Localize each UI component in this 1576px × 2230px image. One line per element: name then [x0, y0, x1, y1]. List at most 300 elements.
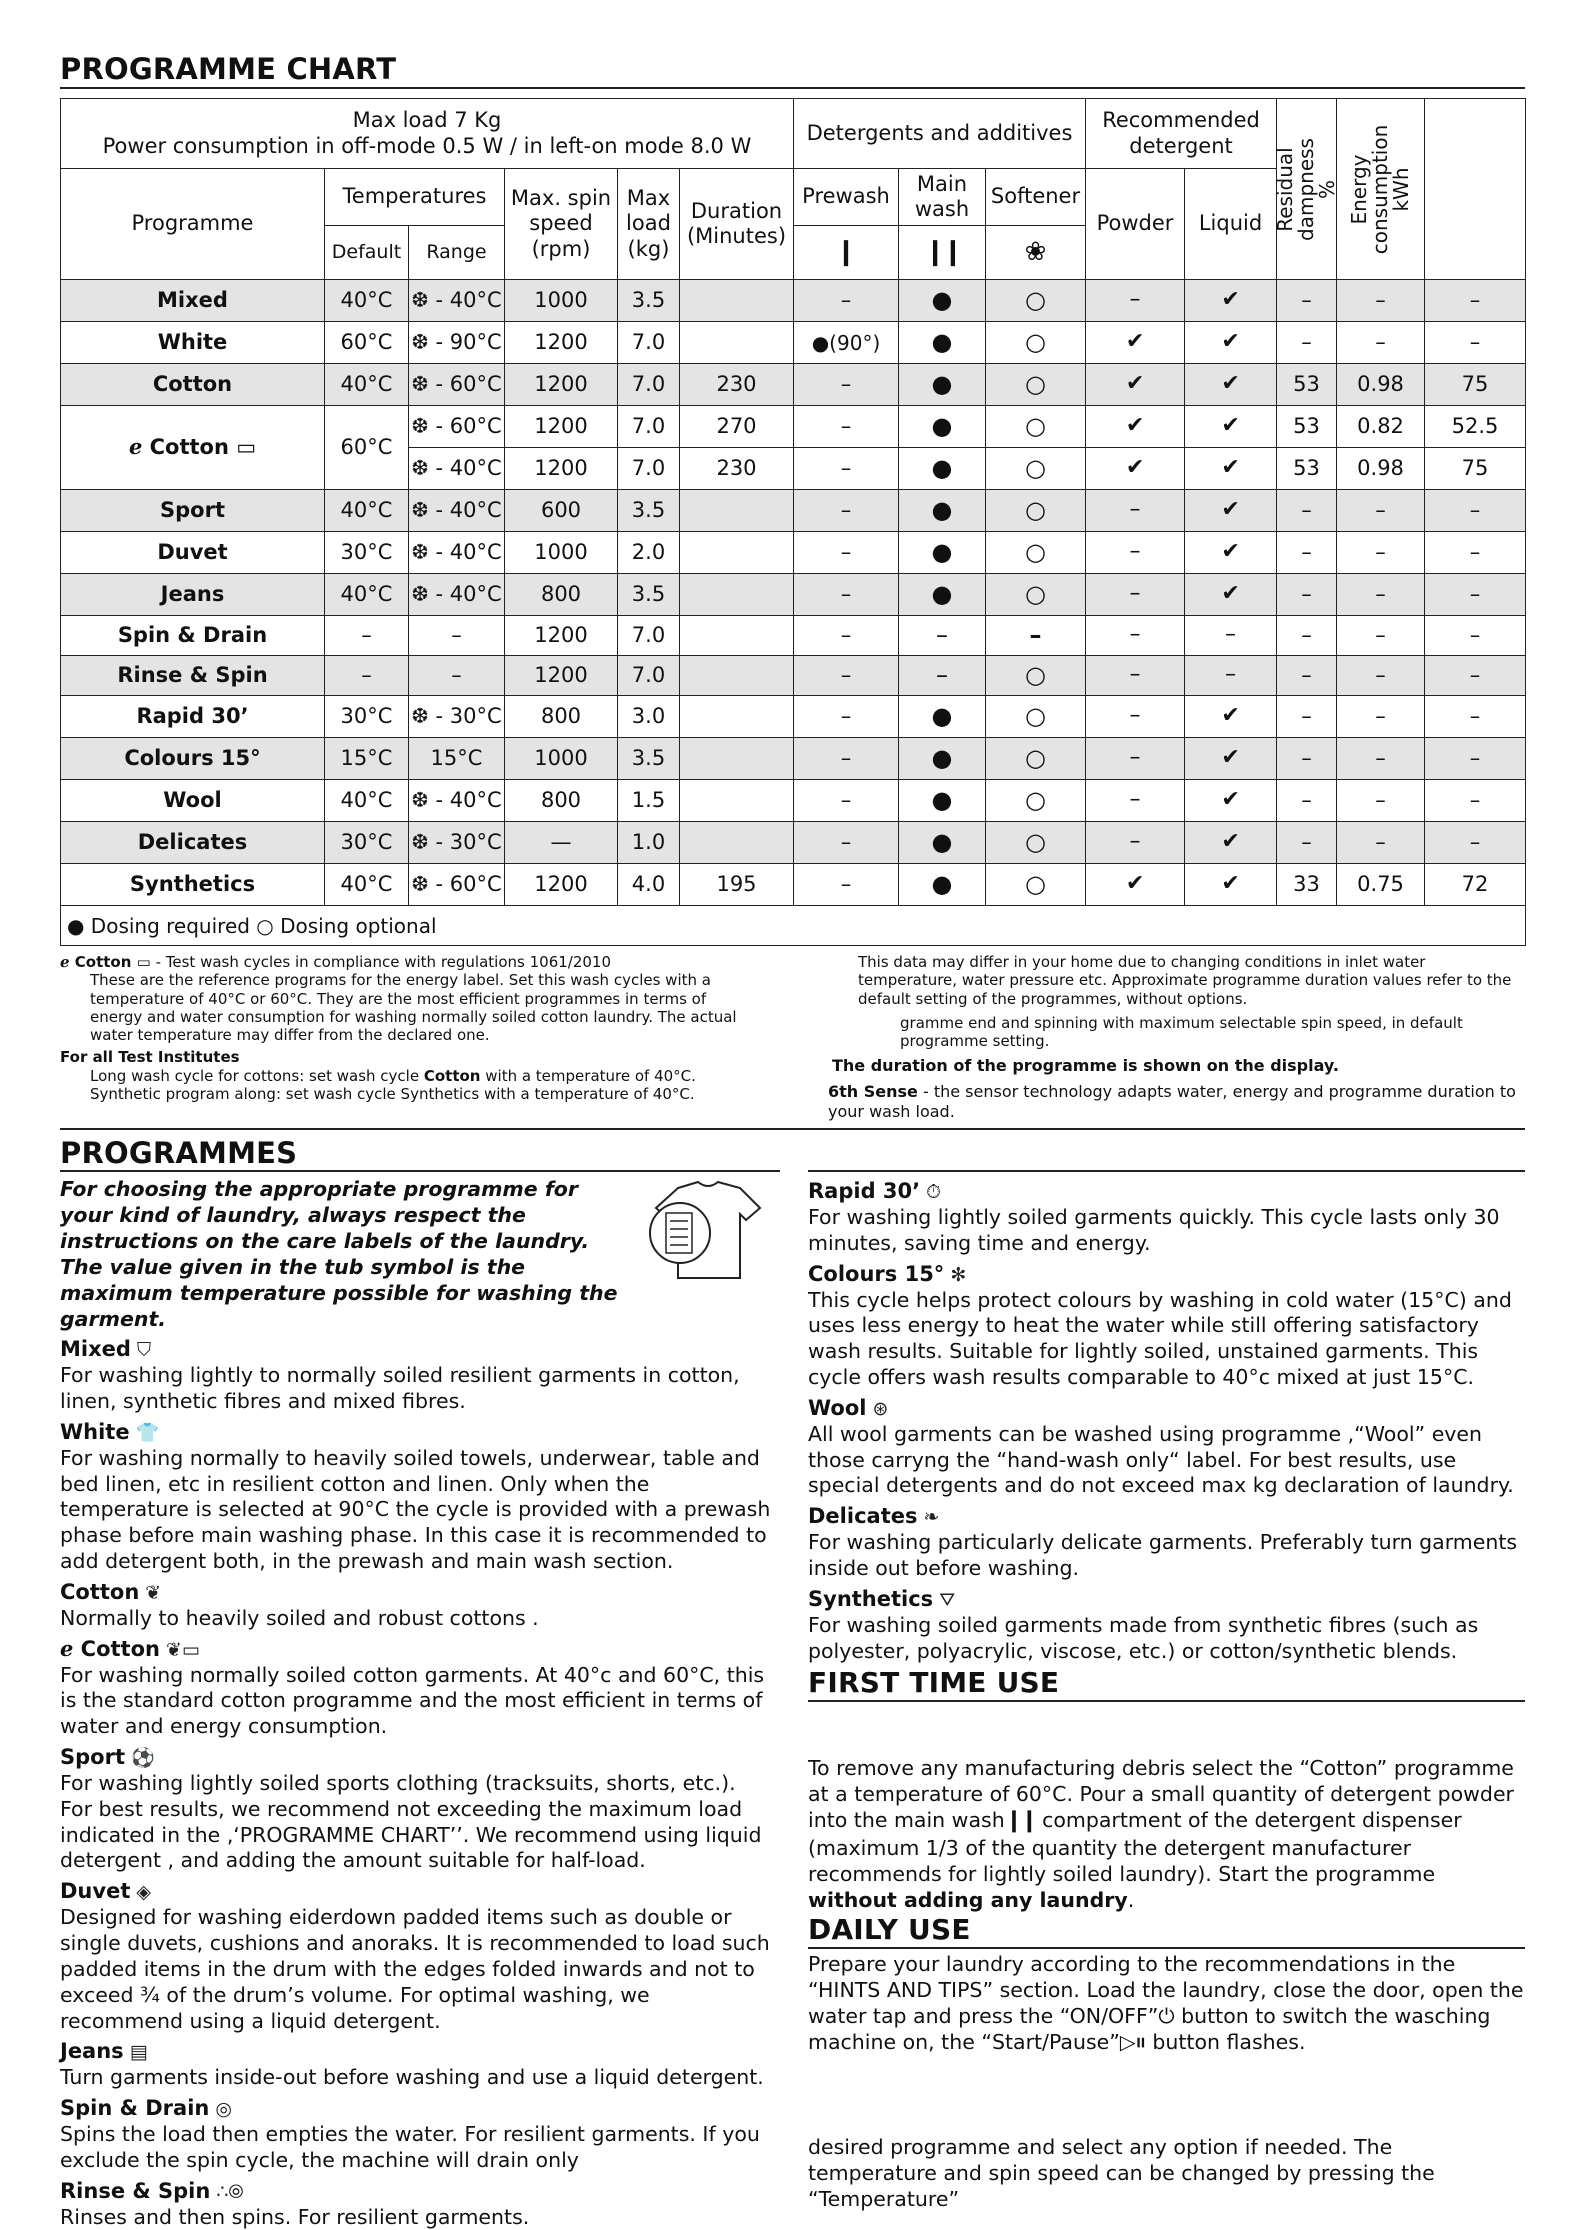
main-cell: ●	[899, 364, 986, 406]
main-wash-header: Main wash	[899, 169, 986, 226]
main-cell: ●	[899, 696, 986, 738]
programme-care-icon: ▤	[129, 2041, 148, 2064]
softener-cell: ○	[986, 780, 1086, 822]
programme-description: Normally to heavily soiled and robust cottons .	[60, 1605, 539, 1630]
liquid-cell: ✔	[1185, 406, 1277, 448]
range-cell: 15°C	[409, 738, 505, 780]
programme-name-cell: Synthetics	[61, 864, 325, 906]
default-temp-cell: 60°C	[325, 406, 409, 490]
programme-title: Cotton	[60, 1579, 140, 1604]
programme-name-cell: Spin & Drain	[61, 616, 325, 656]
range-cell: ❆ - 40°C	[409, 448, 505, 490]
residual-cell: –	[1277, 280, 1337, 322]
energy-consumption-header: Energy consumption kWh	[1337, 99, 1425, 280]
default-temp-cell: –	[325, 616, 409, 656]
duration-cell: 270	[680, 406, 794, 448]
range-cell: –	[409, 616, 505, 656]
programme-title: Sport	[60, 1745, 125, 1770]
programme-heading	[60, 2038, 772, 2065]
load-cell: 3.5	[618, 490, 680, 532]
last-cell: –	[1425, 574, 1526, 616]
energy-cell: –	[1337, 490, 1425, 532]
powder-cell: –	[1086, 574, 1185, 616]
reference-programs-note: These are the reference programs for the energy label. Set this wash cycles with a temperature of 40°C or 60°C. They are the most efficient programmes in terms of energy and water consumption for washing normally soiled cotton laundry. The actual water temperature may differ from the declared one.	[90, 971, 737, 1045]
chart-row	[61, 574, 1526, 616]
load-cell: 1.0	[618, 822, 680, 864]
water-header-blank	[1425, 99, 1526, 280]
programme-care-icon: ⚽	[130, 1747, 155, 1770]
institute-line-1: Long wash cycle for cottons: set wash cycle Cotton with a temperature of 40°C.	[90, 1066, 696, 1085]
duration-cell	[680, 532, 794, 574]
liquid-cell: ✔	[1185, 822, 1277, 864]
load-cell: 3.0	[618, 696, 680, 738]
softener-cell: ○	[986, 738, 1086, 780]
programme-title: Rinse & Spin	[60, 2178, 211, 2203]
main-cell: ●	[899, 322, 986, 364]
chart-row	[61, 322, 1526, 364]
spin-cell: 800	[505, 780, 618, 822]
chart-row	[61, 780, 1526, 822]
softener-flower-icon: ❀	[986, 226, 1086, 280]
programme-title: Wool	[808, 1395, 867, 1420]
residual-cell: 53	[1277, 448, 1337, 490]
last-cell: 75	[1425, 364, 1526, 406]
last-cell: –	[1425, 532, 1526, 574]
spin-cell: 1000	[505, 532, 618, 574]
powder-cell: –	[1086, 280, 1185, 322]
data-disclaimer-notes	[828, 953, 1528, 1121]
main-cell: ●	[899, 780, 986, 822]
liquid-cell: ✔	[1185, 490, 1277, 532]
main-cell: ●	[899, 738, 986, 780]
load-cell: 3.5	[618, 280, 680, 322]
duration-cell	[680, 696, 794, 738]
prewash-cell: –	[794, 490, 899, 532]
programmes-title: PROGRAMMES	[60, 1136, 298, 1170]
chart-row	[61, 738, 1526, 780]
max-load-header: Max load 7 Kg Power consumption in off-mode 0.5 W / in left-on mode 8.0 W	[61, 99, 794, 169]
chart-body	[61, 280, 1526, 906]
energy-cell: 0.82	[1337, 406, 1425, 448]
last-cell: –	[1425, 280, 1526, 322]
range-cell: ❆ - 60°C	[409, 364, 505, 406]
programme-description: All wool garments can be washed using programme ,“Wool” even those carryng the “hand-wash only“ label. For best results, use special detergents and do not exceed max kg declaration of laundry.	[808, 1421, 1514, 1498]
duration-cell	[680, 780, 794, 822]
main-cell: ●	[899, 280, 986, 322]
energy-cell: 0.75	[1337, 864, 1425, 906]
programme-description: Designed for washing eiderdown padded items such as double or single duvets, cushions and anoraks. It is recommended to load such padded items in the drum with the edges folded inwards and not to exceed ¾ of the drum’s volume. For optimal washing, we recommend using a liquid detergent.	[60, 1905, 770, 2033]
programme-chart-table-wrap	[60, 98, 1525, 946]
powder-header: Powder	[1086, 169, 1185, 280]
programme-heading	[60, 1419, 772, 1446]
duration-cell	[680, 738, 794, 780]
programmes-rule	[60, 1170, 780, 1172]
ecotton-note: - Test wash cycles in compliance with regulations 1061/2010	[150, 953, 612, 971]
last-cell: –	[1425, 322, 1526, 364]
residual-cell: 33	[1277, 864, 1337, 906]
spin-cell: 1200	[505, 864, 618, 906]
energy-cell: –	[1337, 696, 1425, 738]
load-cell: 7.0	[618, 448, 680, 490]
softener-cell: ○	[986, 696, 1086, 738]
care-label-shirt-icon	[648, 1178, 768, 1283]
chart-row	[61, 490, 1526, 532]
range-cell: ❆ - 30°C	[409, 696, 505, 738]
duration-cell	[680, 322, 794, 364]
sixth-sense-note: 6th Sense - the sensor technology adapts water, energy and programme duration to your wash load.	[828, 1082, 1516, 1121]
duration-cell	[680, 490, 794, 532]
liquid-cell: ✔	[1185, 322, 1277, 364]
liquid-cell: ✔	[1185, 448, 1277, 490]
default-temp-header: Default	[325, 226, 409, 280]
programme-name-cell: Sport	[61, 490, 325, 532]
default-temp-cell: 40°C	[325, 364, 409, 406]
liquid-cell: ✔	[1185, 738, 1277, 780]
load-cell: 3.5	[618, 574, 680, 616]
prewash-cell: –	[794, 780, 899, 822]
softener-cell: ○	[986, 532, 1086, 574]
softener-cell: ○	[986, 656, 1086, 696]
programme-chart-table	[60, 98, 1526, 946]
main-wash-symbol: ❙❙	[1004, 1808, 1036, 1834]
default-temp-cell: 30°C	[325, 696, 409, 738]
liquid-cell: ✔	[1185, 532, 1277, 574]
residual-cell: 53	[1277, 406, 1337, 448]
left-programme-list	[60, 1336, 772, 2230]
chart-row	[61, 280, 1526, 322]
programme-heading	[60, 1579, 772, 1606]
main-cell: ●	[899, 532, 986, 574]
last-cell: –	[1425, 738, 1526, 780]
powder-cell: ✔	[1086, 406, 1185, 448]
softener-cell: ○	[986, 574, 1086, 616]
chart-row	[61, 864, 1526, 906]
range-cell: ❆ - 40°C	[409, 532, 505, 574]
default-temp-cell: 15°C	[325, 738, 409, 780]
prewash-cell: ●(90°)	[794, 322, 899, 364]
programme-title: Colours 15°	[808, 1261, 945, 1286]
programme-heading	[808, 1178, 1525, 1205]
programme-heading	[60, 2095, 772, 2122]
data-disclaimer: This data may differ in your home due to changing conditions in inlet water temperature, water pressure etc. Approximate programme duration values refer to the default setting of the programmes, without options.	[858, 953, 1512, 1008]
programme-col-header: Programme	[61, 169, 325, 280]
main-cell: ●	[899, 406, 986, 448]
programme-name-cell: Wool	[61, 780, 325, 822]
range-cell: ❆ - 30°C	[409, 822, 505, 864]
last-cell: 52.5	[1425, 406, 1526, 448]
range-cell: ❆ - 40°C	[409, 574, 505, 616]
programme-heading	[60, 1744, 772, 1771]
softener-cell: ○	[986, 364, 1086, 406]
programme-name-cell: ℯ Cotton ▭	[61, 406, 325, 490]
default-temp-cell: 30°C	[325, 532, 409, 574]
residual-cell: –	[1277, 490, 1337, 532]
last-cell: –	[1425, 780, 1526, 822]
title-rule	[60, 87, 1525, 89]
spin-cell: 1200	[505, 656, 618, 696]
prewash-cell: –	[794, 280, 899, 322]
powder-cell: –	[1086, 738, 1185, 780]
prewash-header: Prewash	[794, 169, 899, 226]
programme-name-cell: White	[61, 322, 325, 364]
start-pause-icon: ▷⏸	[1119, 2030, 1146, 2055]
programmes-right-column	[808, 1174, 1525, 1666]
programme-name-cell: Duvet	[61, 532, 325, 574]
default-temp-cell: 60°C	[325, 322, 409, 364]
test-institutes-label: For all Test Institutes	[60, 1048, 240, 1067]
duration-cell	[680, 822, 794, 864]
programme-title: Mixed	[60, 1337, 131, 1362]
energy-cell: –	[1337, 574, 1425, 616]
main-cell: ●	[899, 822, 986, 864]
energy-cell: –	[1337, 322, 1425, 364]
residual-cell: –	[1277, 738, 1337, 780]
residual-cell: –	[1277, 574, 1337, 616]
duration-cell: 195	[680, 864, 794, 906]
residual-cell: –	[1277, 656, 1337, 696]
liquid-cell: ✔	[1185, 574, 1277, 616]
powder-cell: –	[1086, 616, 1185, 656]
liquid-header: Liquid	[1185, 169, 1277, 280]
prewash-cell: –	[794, 574, 899, 616]
programme-description: For washing normally soiled cotton garments. At 40°c and 60°C, this is the standard cotton programme and the most efficient in terms of water and energy consumption.	[60, 1662, 765, 1739]
residual-cell: –	[1277, 822, 1337, 864]
daily-use-text-2: desired programme and select any option if needed. The temperature and spin speed can be changed by pressing the “Temperature”	[808, 2135, 1435, 2212]
dosing-legend: ● Dosing required ○ Dosing optional	[61, 906, 1526, 946]
chart-row	[61, 822, 1526, 864]
programme-care-icon: ❧	[923, 1506, 940, 1529]
load-cell: 7.0	[618, 656, 680, 696]
range-cell: ❆ - 90°C	[409, 322, 505, 364]
load-cell: 3.5	[618, 738, 680, 780]
main-cell: ●	[899, 490, 986, 532]
chart-row	[61, 656, 1526, 696]
programme-title: Spin & Drain	[60, 2096, 210, 2121]
prewash-cell: –	[794, 364, 899, 406]
first-time-use-rule	[808, 1700, 1525, 1702]
chart-row	[61, 532, 1526, 574]
programme-title: Rapid 30’	[808, 1179, 921, 1203]
powder-cell: ✔	[1086, 448, 1185, 490]
spin-cell: 1200	[505, 364, 618, 406]
right-programme-list	[808, 1178, 1525, 1664]
duration-header: Duration (Minutes)	[680, 169, 794, 280]
prewash-cell: –	[794, 738, 899, 780]
duration-cell: 230	[680, 448, 794, 490]
programme-title: Delicates	[808, 1504, 918, 1529]
programmes-rule-right	[808, 1170, 1525, 1172]
programme-description: For washing lightly to normally soiled resilient garments in cotton, linen, synthetic fibres and mixed fibres.	[60, 1363, 740, 1413]
programme-heading	[808, 1395, 1525, 1422]
last-cell: –	[1425, 490, 1526, 532]
spin-cell: 1200	[505, 406, 618, 448]
softener-cell: ○	[986, 448, 1086, 490]
range-cell: ❆ - 40°C	[409, 780, 505, 822]
programme-care-icon: ⊛	[872, 1397, 889, 1420]
residual-cell: 53	[1277, 364, 1337, 406]
prewash-cell: –	[794, 656, 899, 696]
range-cell: ❆ - 60°C	[409, 406, 505, 448]
powder-cell: ✔	[1086, 864, 1185, 906]
energy-cell: 0.98	[1337, 364, 1425, 406]
programme-care-icon: ◈	[136, 1881, 151, 1904]
max-spin-header: Max. spin speed (rpm)	[505, 169, 618, 280]
first-time-use-text: To remove any manufacturing debris select the “Cotton” programme at a temperature of 60°C. Pour a small quantity of detergent powder into the main wash❙❙ compartment of the detergent dispenser (maximum 1/3 of the quantity the detergent manufacturer recommends for lightly soiled laundry). Start the programme without adding any laundry.	[808, 1756, 1514, 1913]
duration-cell: 230	[680, 364, 794, 406]
programme-chart-title: PROGRAMME CHART	[60, 52, 397, 86]
main-cell: ●	[899, 448, 986, 490]
programme-description: This cycle helps protect colours by washing in cold water (15°C) and uses less energy to heat the water while still offering satisfactory wash results. Suitable for lightly soiled, unstained garments. This cycle offers wash results comparable to 40°c mixed at just 15°C.	[808, 1287, 1512, 1390]
programme-care-icon: ◎	[215, 2098, 232, 2121]
softener-cell: ○	[986, 406, 1086, 448]
spin-cell: 600	[505, 490, 618, 532]
liquid-cell: –	[1185, 656, 1277, 696]
notes-bottom-rule	[60, 1128, 1525, 1130]
main-cell: –	[899, 656, 986, 696]
programme-care-icon: ❦▭	[165, 1638, 200, 1661]
prewash-cell: –	[794, 822, 899, 864]
load-cell: 7.0	[618, 322, 680, 364]
detergents-header: Detergents and additives	[794, 99, 1086, 169]
chart-row	[61, 616, 1526, 656]
energy-cell: –	[1337, 738, 1425, 780]
spin-cell: 1200	[505, 448, 618, 490]
prewash-cell: –	[794, 406, 899, 448]
chart-row	[61, 364, 1526, 406]
softener-cell: ○	[986, 490, 1086, 532]
liquid-cell: ✔	[1185, 780, 1277, 822]
programme-description: For washing normally to heavily soiled towels, underwear, table and bed linen, etc in resilient cotton and linen. Only when the temperature is selected at 90°C the cycle is provided with a prewash phase before main washing phase. In this case it is recommended to add detergent both, in the prewash and main wash section.	[60, 1445, 771, 1574]
liquid-cell: ✔	[1185, 364, 1277, 406]
softener-cell: ○	[986, 280, 1086, 322]
main-cell: ●	[899, 864, 986, 906]
residual-cell: –	[1277, 532, 1337, 574]
last-cell: –	[1425, 656, 1526, 696]
load-cell: 4.0	[618, 864, 680, 906]
main-cell: ●	[899, 574, 986, 616]
programme-heading	[808, 1261, 1525, 1288]
display-note: The duration of the programme is shown on the display.	[832, 1056, 1339, 1076]
prewash-cell: –	[794, 864, 899, 906]
programme-heading	[60, 1878, 772, 1905]
powder-cell: –	[1086, 696, 1185, 738]
residual-cell: –	[1277, 780, 1337, 822]
last-cell: –	[1425, 822, 1526, 864]
programme-title: Duvet	[60, 1879, 131, 1904]
programme-description: For washing particularly delicate garments. Preferably turn garments inside out before washing.	[808, 1530, 1518, 1581]
spin-cell: 1000	[505, 280, 618, 322]
chart-row	[61, 406, 1526, 448]
programme-name-cell: Cotton	[61, 364, 325, 406]
last-cell: –	[1425, 616, 1526, 656]
programme-description: Spins the load then empties the water. For resilient garments. If you exclude the spin cycle, the machine will drain only	[60, 2122, 760, 2172]
main-wash-icon: ❙❙	[899, 226, 986, 280]
programme-title: Synthetics	[808, 1586, 934, 1611]
last-cell: 72	[1425, 864, 1526, 906]
power-icon: ⏻	[1158, 2004, 1175, 2029]
load-cell: 1.5	[618, 780, 680, 822]
energy-cell: –	[1337, 532, 1425, 574]
daily-use-rule	[808, 1947, 1525, 1949]
programme-care-icon: ⏱	[926, 1181, 941, 1203]
ecotton-label: ℯ Cotton ▭	[60, 953, 151, 971]
daily-use-text: Prepare your laundry according to the recommendations in the “HINTS AND TIPS” section. Load the laundry, close the door, open the water tap and press the “ON/OFF”⏻ button to switch the wasching machine on, the “Start/Pause”▷⏸ button flashes.	[808, 1952, 1524, 2055]
default-temp-cell: 30°C	[325, 822, 409, 864]
spin-cell: 800	[505, 696, 618, 738]
main-cell: –	[899, 616, 986, 656]
programme-care-icon: 👕	[135, 1421, 160, 1444]
duration-cell	[680, 574, 794, 616]
spin-cell: —	[505, 822, 618, 864]
default-temp-cell: 40°C	[325, 490, 409, 532]
programme-name-cell: Rinse & Spin	[61, 656, 325, 696]
programme-description: Rinses and then spins. For resilient garments.	[60, 2204, 530, 2229]
programme-name-cell: Jeans	[61, 574, 325, 616]
spin-note: gramme end and spinning with maximum selectable spin speed, in default programme setting.	[900, 1013, 1463, 1051]
powder-cell: –	[1086, 532, 1185, 574]
prewash-cell: –	[794, 696, 899, 738]
programmes-left-column	[60, 1176, 772, 2230]
programme-heading	[808, 1503, 1525, 1530]
programme-care-icon: ❦	[145, 1581, 162, 1604]
softener-cell: ○	[986, 822, 1086, 864]
softener-header: Softener	[986, 169, 1086, 226]
programme-care-icon: ⛛	[939, 1588, 956, 1611]
range-temp-header: Range	[409, 226, 505, 280]
range-cell: –	[409, 656, 505, 696]
softener-cell: ○	[986, 322, 1086, 364]
first-time-use-title: FIRST TIME USE	[808, 1666, 1060, 1699]
prewash-cell: –	[794, 532, 899, 574]
default-temp-cell: 40°C	[325, 280, 409, 322]
spin-cell: 1000	[505, 738, 618, 780]
programme-title: White	[60, 1419, 130, 1444]
residual-dampness-header: Residual dampness %	[1277, 99, 1337, 280]
liquid-cell: ✔	[1185, 864, 1277, 906]
programme-heading	[808, 1586, 1525, 1613]
energy-cell: –	[1337, 656, 1425, 696]
powder-cell: –	[1086, 822, 1185, 864]
residual-cell: –	[1277, 616, 1337, 656]
liquid-cell: –	[1185, 616, 1277, 656]
default-temp-cell: –	[325, 656, 409, 696]
liquid-cell: ✔	[1185, 280, 1277, 322]
range-cell: ❆ - 40°C	[409, 280, 505, 322]
residual-cell: –	[1277, 322, 1337, 364]
powder-cell: –	[1086, 780, 1185, 822]
test-wash-notes	[60, 953, 760, 1103]
programme-title: ℯ Cotton	[60, 1636, 160, 1661]
last-cell: 75	[1425, 448, 1526, 490]
powder-cell: –	[1086, 656, 1185, 696]
chart-row	[61, 696, 1526, 738]
temperatures-header: Temperatures	[325, 169, 505, 226]
residual-cell: –	[1277, 696, 1337, 738]
programme-care-icon: ✻	[950, 1263, 967, 1286]
load-cell: 2.0	[618, 532, 680, 574]
institute-line-2: Synthetic program along: set wash cycle Synthetics with a temperature of 40°C.	[90, 1085, 695, 1104]
prewash-cell: –	[794, 616, 899, 656]
softener-cell: ○	[986, 864, 1086, 906]
default-temp-cell: 40°C	[325, 574, 409, 616]
duration-cell	[680, 280, 794, 322]
range-cell: ❆ - 40°C	[409, 490, 505, 532]
default-temp-cell: 40°C	[325, 780, 409, 822]
programme-description: For washing lightly soiled garments quickly. This cycle lasts only 30 minutes, saving time and energy.	[808, 1204, 1500, 1255]
prewash-icon: ❙	[794, 226, 899, 280]
powder-cell: –	[1086, 490, 1185, 532]
load-cell: 7.0	[618, 364, 680, 406]
